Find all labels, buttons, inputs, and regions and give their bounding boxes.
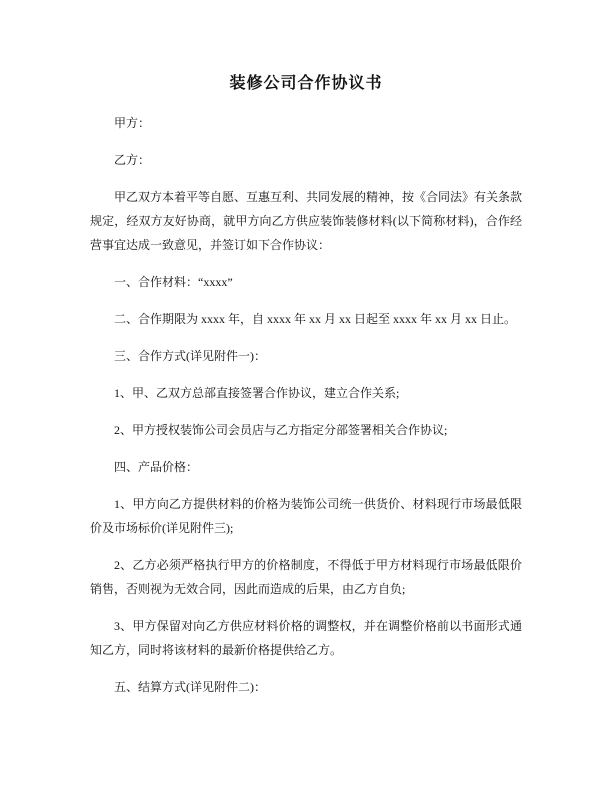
clause-4-product-price: 四、产品价格： [114, 460, 199, 474]
clause-4-item-1: 1、甲方向乙方提供材料的价格为装饰公司统一供货价、材料现行市场最低限价及市场标价(详见附件三); [90, 497, 522, 535]
clause-4-item-3: 3、甲方保留对向乙方供应材料价格的调整权，并在调整价格前以书面形式通知乙方，同时将该材料的最新价格提供给乙方。 [90, 619, 522, 657]
clause-1-materials: 一、合作材料：“xxxx” [114, 275, 233, 289]
clause-4-item-2: 2、乙方必须严格执行甲方的价格制度，不得低于甲方材料现行市场最低限价销售，否则视为无效合同，因此而造成的后果，由乙方自负; [90, 558, 522, 596]
document-title: 装修公司合作协议书 [229, 75, 383, 92]
clause-2-term: 二、合作期限为 xxxx 年，自 xxxx 年 xx 月 xx 日起至 xxxx 年 xx 月 xx 日止。 [114, 312, 517, 326]
clause-5-settlement: 五、结算方式(详见附件二)： [114, 680, 266, 694]
paragraph-party-a: 甲方： [114, 116, 151, 130]
clause-3-item-1: 1、甲、乙双方总部直接签署合作协议，建立合作关系; [114, 386, 400, 400]
clause-3-item-2: 2、甲方授权装饰公司会员店与乙方指定分部签署相关合作协议; [114, 423, 448, 437]
clause-3-cooperation-mode: 三、合作方式(详见附件一)： [114, 349, 266, 363]
paragraph-preamble: 甲乙双方本着平等自愿、互惠互利、共同发展的精神，按《合同法》有关条款规定，经双方友好协商，就甲方向乙方供应装饰装修材料(以下简称材料)，合作经营事宜达成一致意见，并签订如下合作协议： [90, 190, 523, 252]
paragraph-party-b: 乙方： [114, 153, 151, 167]
